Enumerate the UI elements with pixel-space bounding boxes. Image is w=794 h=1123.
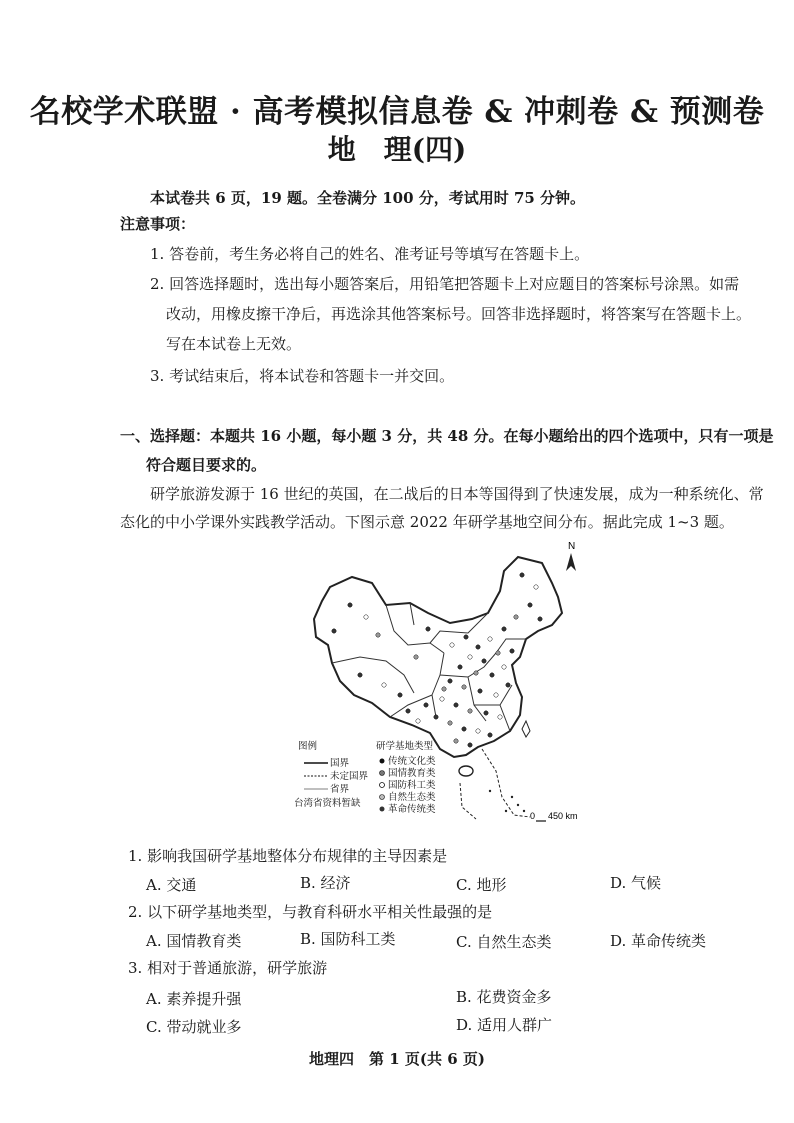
legend-title: 图例: [298, 741, 318, 752]
exam-intro: 本试卷共 6 页，19 题。全卷满分 100 分，考试用时 75 分钟。: [150, 189, 586, 207]
question-2-stem: 2. 以下研学基地类型，与教育科研水平相关性最强的是: [128, 903, 493, 921]
scale-zero: 0: [530, 811, 536, 821]
north-arrow-icon: [566, 553, 576, 571]
legend-province: 省界: [330, 784, 350, 795]
taiwan-island: [522, 721, 530, 737]
research-base-map: [290, 535, 600, 835]
question-1-stem: 1. 影响我国研学基地整体分布规律的主导因素是: [128, 847, 448, 865]
question-3-option-a: A. 素养提升强: [146, 990, 242, 1008]
question-1-option-a: A. 交通: [146, 876, 197, 894]
type-1: 传统文化类: [388, 756, 436, 767]
notes-heading: 注意事项：: [120, 215, 196, 233]
note-item-2-line-1: 2. 回答选择题时，选出每小题答案后，用铅笔把答题卡上对应题目的答案标号涂黑。如需: [150, 275, 740, 293]
type-3: 国防科工类: [388, 780, 436, 791]
legend-border: 国界: [330, 758, 350, 769]
question-1-option-c: C. 地形: [456, 876, 507, 894]
legend-taiwan-note: 台湾省资料暂缺: [294, 798, 361, 809]
scale-label: 450 km: [548, 811, 578, 821]
note-item-3: 3. 考试结束后，将本试卷和答题卡一并交回。: [150, 367, 455, 385]
section-heading-line-1: 一、选择题：本题共 16 小题，每小题 3 分，共 48 分。在每小题给出的四个选项中，只有一项是: [120, 427, 774, 445]
section-heading-line-2: 符合题目要求的。: [146, 456, 267, 474]
exam-subject: 地 理(四): [327, 133, 467, 166]
question-3-stem: 3. 相对于普通旅游，研学旅游: [128, 959, 328, 977]
legend-undetermined: 未定国界: [330, 771, 369, 782]
question-3-option-b: B. 花费资金多: [456, 988, 552, 1006]
question-3-option-d: D. 适用人群广: [456, 1016, 553, 1034]
note-item-2-line-3: 写在本试卷上无效。: [166, 335, 302, 353]
passage-line-2: 态化的中小学课外实践教学活动。下图示意 2022 年研学基地空间分布。据此完成 1~3 题。: [120, 513, 734, 531]
question-2-option-d: D. 革命传统类: [610, 932, 707, 950]
page-footer: 地理四 第 1 页(共 6 页): [309, 1050, 485, 1068]
question-1-option-b: B. 经济: [300, 874, 351, 892]
passage-line-1: 研学旅游发源于 16 世纪的英国，在二战后的日本等国得到了快速发展，成为一种系统化、常: [150, 485, 764, 503]
question-2-option-c: C. 自然生态类: [456, 933, 552, 951]
type-2: 国情教育类: [388, 768, 436, 779]
hainan-island: [459, 766, 473, 776]
type-4: 自然生态类: [388, 792, 436, 803]
note-item-1: 1. 答卷前，考生务必将自己的姓名、准考证号等填写在答题卡上。: [150, 245, 590, 263]
type-5: 革命传统类: [388, 804, 436, 815]
question-2-option-a: A. 国情教育类: [146, 932, 242, 950]
types-title: 研学基地类型: [376, 741, 434, 752]
question-2-option-b: B. 国防科工类: [300, 930, 396, 948]
north-label: N: [568, 541, 576, 552]
question-3-option-c: C. 带动就业多: [146, 1018, 242, 1036]
south-china-sea-border: [460, 749, 530, 819]
question-1-option-d: D. 气候: [610, 874, 662, 892]
exam-title: 名校学术联盟 · 高考模拟信息卷 & 冲刺卷 & 预测卷: [29, 94, 765, 130]
note-item-2-line-2: 改动，用橡皮擦干净后，再选涂其他答案标号。回答非选择题时，将答案写在答题卡上。: [166, 305, 752, 323]
